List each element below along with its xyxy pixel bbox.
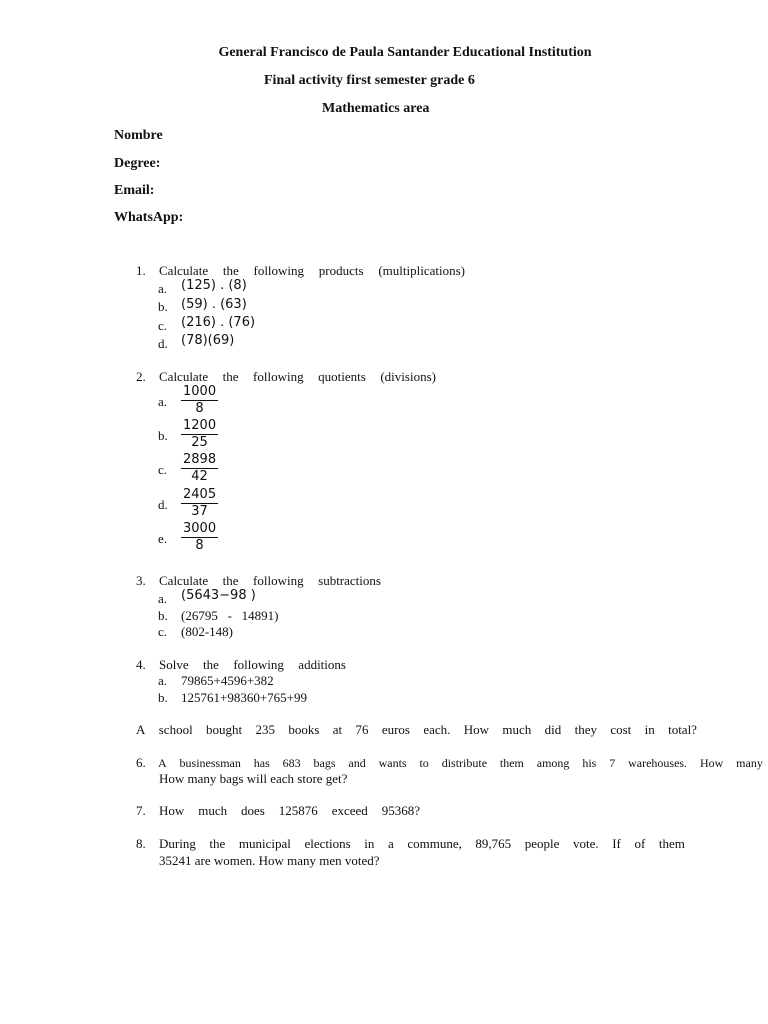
- question-7-text: [159, 803, 420, 819]
- word: products: [318, 263, 364, 278]
- word: to: [419, 756, 429, 770]
- name-label: Nombre: [114, 128, 163, 143]
- word: municipal: [238, 836, 291, 851]
- q1-item-b-letter: b.: [158, 299, 168, 314]
- question-8-line-2: 35241 are women. How many men voted?: [159, 853, 380, 868]
- q2-item-d-fraction: [181, 487, 218, 520]
- word: the: [222, 369, 239, 384]
- q1-item-d-letter: d.: [158, 336, 168, 351]
- numerator: 3000: [183, 521, 217, 536]
- word: following: [253, 369, 304, 384]
- q3-item-a-expr: (5643−98 ): [181, 588, 256, 603]
- question-6-line-2: How many bags will each store get?: [159, 771, 348, 786]
- word: school: [158, 722, 193, 737]
- word: (multiplications): [378, 263, 465, 278]
- word: 95368?: [381, 803, 420, 818]
- q1-item-a-letter: a.: [158, 281, 168, 296]
- q2-item-e-letter: e.: [158, 531, 168, 546]
- word: the: [203, 657, 219, 672]
- word: and: [348, 756, 366, 770]
- q2-item-e-fraction: [181, 521, 218, 554]
- q2-item-b-letter: b.: [158, 428, 168, 443]
- word: subtractions: [318, 573, 381, 588]
- numerator: 1000: [183, 384, 217, 399]
- word: additions: [298, 657, 346, 672]
- question-4-number: 4.: [136, 657, 146, 672]
- q3-item-b-letter: b.: [158, 608, 168, 623]
- q3-item-c-letter: c.: [158, 624, 168, 639]
- word: books: [288, 722, 320, 737]
- word: (divisions): [380, 369, 436, 384]
- word: exceed: [331, 803, 368, 818]
- q4-item-a-expr: 79865+4596+382: [181, 673, 274, 688]
- question-5-text: [136, 722, 697, 738]
- question-2-number: 2.: [136, 369, 146, 384]
- question-6-line-1: [158, 756, 763, 771]
- word: at: [332, 722, 343, 737]
- word: vote.: [572, 836, 599, 851]
- word: people: [524, 836, 560, 851]
- word: following: [233, 657, 284, 672]
- q2-item-c-letter: c.: [158, 462, 168, 477]
- word: elections: [304, 836, 351, 851]
- email-label: Email:: [114, 183, 155, 198]
- word: the: [222, 573, 239, 588]
- word: 125876: [278, 803, 318, 818]
- question-3-text: [159, 573, 381, 589]
- word: distribute: [441, 756, 488, 770]
- q2-item-a-fraction: [181, 384, 218, 417]
- q3-item-a-letter: a.: [158, 591, 168, 606]
- word: of: [634, 836, 646, 851]
- degree-label: Degree:: [114, 156, 161, 171]
- question-1-text: [159, 263, 465, 279]
- q4-item-a-letter: a.: [158, 673, 168, 688]
- word: How: [463, 722, 490, 737]
- word: A: [158, 756, 167, 770]
- word: following: [253, 263, 305, 278]
- word: warehouses.: [628, 756, 688, 770]
- activity-title: Final activity first semester grade 6: [264, 73, 475, 88]
- word: total?: [668, 722, 697, 737]
- word: his: [582, 756, 597, 770]
- numerator: 2898: [183, 452, 217, 467]
- word: During: [159, 836, 196, 851]
- word: 89,765: [475, 836, 512, 851]
- q2-item-a-letter: a.: [158, 394, 168, 409]
- whatsapp-label: WhatsApp:: [114, 210, 184, 225]
- word: If: [612, 836, 621, 851]
- word: them: [658, 836, 685, 851]
- q3-item-b-expr: (26795 - 14891): [181, 608, 279, 623]
- q1-item-d-expr: (78)(69): [181, 333, 235, 348]
- word: businessman: [179, 756, 241, 770]
- word: bought: [206, 722, 243, 737]
- word: in: [644, 722, 655, 737]
- denominator: 25: [191, 435, 208, 450]
- q2-item-d-letter: d.: [158, 497, 168, 512]
- word: commune,: [407, 836, 462, 851]
- word: 235: [255, 722, 275, 737]
- word: a: [387, 836, 394, 851]
- word: they: [574, 722, 597, 737]
- word: much: [198, 803, 228, 818]
- word: euros: [381, 722, 410, 737]
- question-3-number: 3.: [136, 573, 146, 588]
- q1-item-a-expr: (125) . (8): [181, 278, 247, 293]
- area-title: Mathematics area: [322, 101, 430, 116]
- word: 7: [609, 756, 616, 770]
- word: them: [499, 756, 524, 770]
- word: many: [736, 756, 763, 770]
- word: in: [364, 836, 375, 851]
- word: 683: [282, 756, 301, 770]
- q3-item-c-expr: (802-148): [181, 624, 233, 639]
- question-8-line-1: [159, 836, 685, 852]
- word: bags: [313, 756, 336, 770]
- institution-title: General Francisco de Paula Santander Educational Institution: [218, 45, 592, 60]
- word: Calculate: [159, 369, 209, 384]
- word: does: [241, 803, 265, 818]
- numerator: 2405: [183, 487, 217, 502]
- word: has: [253, 756, 270, 770]
- word: Solve: [159, 657, 189, 672]
- question-1-number: 1.: [136, 263, 146, 278]
- word: 76: [355, 722, 369, 737]
- q2-item-b-fraction: [181, 418, 218, 451]
- q1-item-b-expr: (59) . (63): [181, 297, 247, 312]
- word: the: [222, 263, 239, 278]
- word: wants: [378, 756, 407, 770]
- word: Calculate: [159, 573, 209, 588]
- denominator: 42: [191, 469, 208, 484]
- denominator: 8: [195, 401, 204, 416]
- word: each.: [423, 722, 451, 737]
- word: How: [159, 803, 185, 818]
- word: A: [136, 722, 146, 737]
- word: Calculate: [159, 263, 209, 278]
- question-8-number: 8.: [136, 836, 146, 851]
- word: quotients: [318, 369, 366, 384]
- word: cost: [610, 722, 632, 737]
- denominator: 37: [191, 504, 208, 519]
- word: How: [699, 756, 724, 770]
- question-2-text: [159, 369, 436, 385]
- question-7-number: 7.: [136, 803, 146, 818]
- q1-item-c-expr: (216) . (76): [181, 315, 256, 330]
- question-4-text: [159, 657, 346, 673]
- word: did: [544, 722, 562, 737]
- q4-item-b-letter: b.: [158, 690, 168, 705]
- word: following: [253, 573, 304, 588]
- word: among: [536, 756, 570, 770]
- word: much: [502, 722, 532, 737]
- q2-item-c-fraction: [181, 452, 218, 485]
- denominator: 8: [195, 538, 204, 553]
- q4-item-b-expr: 125761+98360+765+99: [181, 690, 307, 705]
- question-6-number: 6.: [136, 755, 146, 770]
- q1-item-c-letter: c.: [158, 318, 168, 333]
- numerator: 1200: [183, 418, 217, 433]
- word: the: [209, 836, 226, 851]
